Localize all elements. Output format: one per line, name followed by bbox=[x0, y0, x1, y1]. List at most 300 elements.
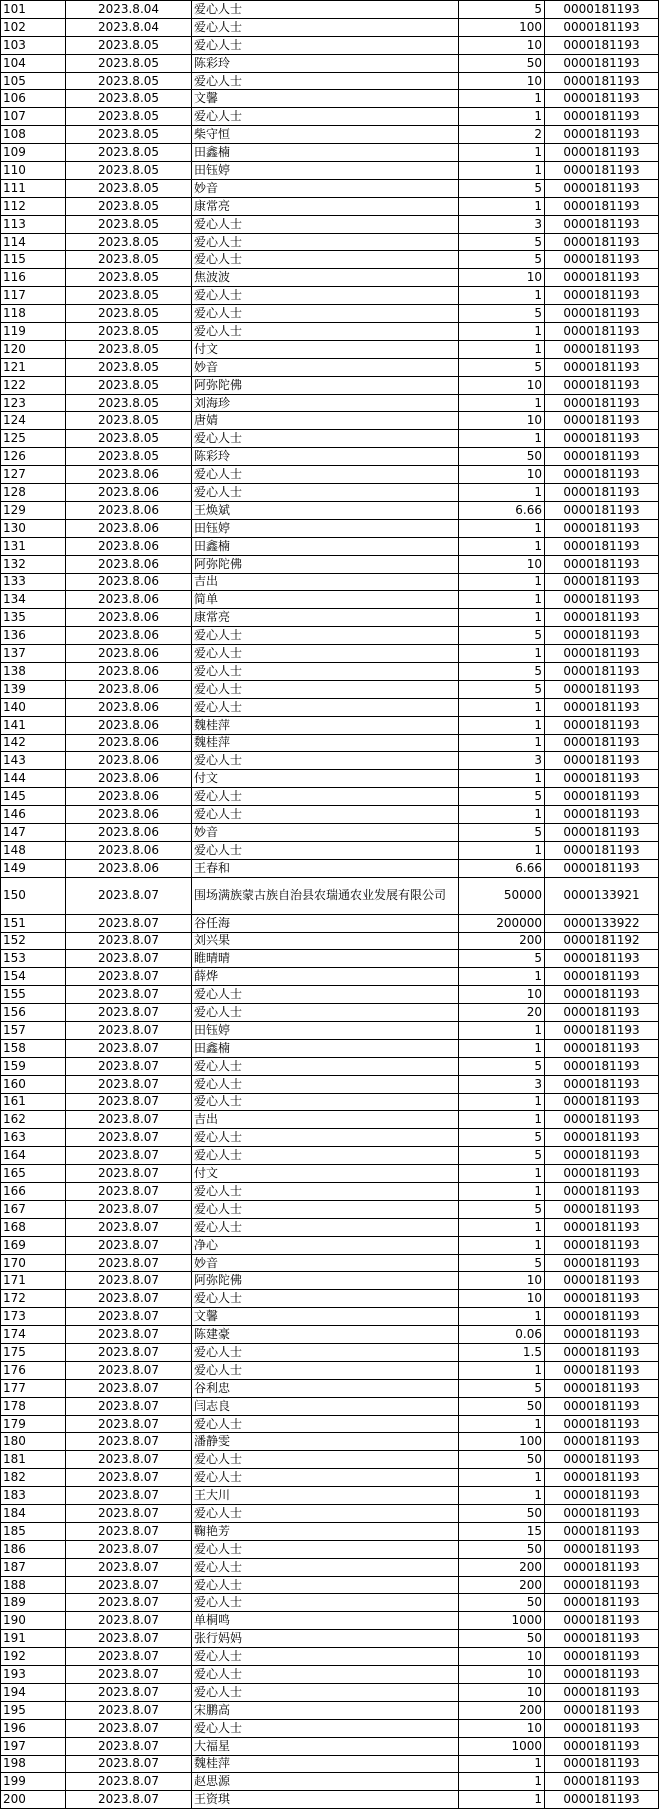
donation-date: 2023.8.05 bbox=[66, 233, 192, 251]
donation-amount: 10 bbox=[459, 986, 545, 1004]
donor-name: 康常亮 bbox=[192, 197, 459, 215]
donation-date: 2023.8.07 bbox=[66, 1701, 192, 1719]
donor-name: 王大川 bbox=[192, 1487, 459, 1505]
donor-name: 妙音 bbox=[192, 823, 459, 841]
donor-name: 爱心人士 bbox=[192, 752, 459, 770]
row-number: 165 bbox=[1, 1165, 66, 1183]
donation-amount: 1 bbox=[459, 591, 545, 609]
table-row bbox=[1, 1737, 659, 1755]
table-row bbox=[1, 950, 659, 968]
donor-name: 付文 bbox=[192, 1165, 459, 1183]
donor-name: 阿弥陀佛 bbox=[192, 555, 459, 573]
donation-amount: 100 bbox=[459, 18, 545, 36]
table-row bbox=[1, 1683, 659, 1701]
table-row bbox=[1, 1415, 659, 1433]
donation-date: 2023.8.07 bbox=[66, 1505, 192, 1523]
table-row bbox=[1, 1, 659, 19]
account-number: 0000181193 bbox=[545, 770, 659, 788]
account-number: 0000181193 bbox=[545, 323, 659, 341]
donation-amount: 1 bbox=[459, 340, 545, 358]
account-number: 0000181193 bbox=[545, 1254, 659, 1272]
donor-name: 大福星 bbox=[192, 1737, 459, 1755]
donation-date: 2023.8.07 bbox=[66, 1147, 192, 1165]
donation-date: 2023.8.05 bbox=[66, 448, 192, 466]
donation-amount: 1 bbox=[459, 162, 545, 180]
account-number: 0000133922 bbox=[545, 914, 659, 932]
table-row bbox=[1, 1093, 659, 1111]
donation-amount: 10 bbox=[459, 1648, 545, 1666]
donor-name: 付文 bbox=[192, 770, 459, 788]
donation-date: 2023.8.07 bbox=[66, 1379, 192, 1397]
account-number: 0000181193 bbox=[545, 162, 659, 180]
account-number: 0000181193 bbox=[545, 466, 659, 484]
donation-amount: 10 bbox=[459, 72, 545, 90]
donation-amount: 10 bbox=[459, 555, 545, 573]
account-number: 0000181193 bbox=[545, 1218, 659, 1236]
table-row bbox=[1, 627, 659, 645]
donation-amount: 5 bbox=[459, 662, 545, 680]
row-number: 185 bbox=[1, 1522, 66, 1540]
donation-amount: 1 bbox=[459, 1218, 545, 1236]
account-number: 0000181193 bbox=[545, 806, 659, 824]
donation-date: 2023.8.05 bbox=[66, 430, 192, 448]
donor-name: 爱心人士 bbox=[192, 1004, 459, 1022]
donation-amount: 1 bbox=[459, 1165, 545, 1183]
table-row bbox=[1, 1075, 659, 1093]
row-number: 116 bbox=[1, 269, 66, 287]
table-row bbox=[1, 1397, 659, 1415]
donation-amount: 1 bbox=[459, 1039, 545, 1057]
account-number: 0000181193 bbox=[545, 1701, 659, 1719]
table-row bbox=[1, 770, 659, 788]
donation-date: 2023.8.05 bbox=[66, 144, 192, 162]
account-number: 0000181193 bbox=[545, 1236, 659, 1254]
donor-name: 付文 bbox=[192, 340, 459, 358]
table-row bbox=[1, 1576, 659, 1594]
donation-date: 2023.8.04 bbox=[66, 1, 192, 19]
donation-amount: 10 bbox=[459, 1290, 545, 1308]
row-number: 173 bbox=[1, 1308, 66, 1326]
row-number: 195 bbox=[1, 1701, 66, 1719]
row-number: 166 bbox=[1, 1183, 66, 1201]
donation-date: 2023.8.05 bbox=[66, 215, 192, 233]
account-number: 0000181193 bbox=[545, 1361, 659, 1379]
donation-amount: 200000 bbox=[459, 914, 545, 932]
account-number: 0000181193 bbox=[545, 376, 659, 394]
row-number: 174 bbox=[1, 1326, 66, 1344]
donation-amount: 50 bbox=[459, 1630, 545, 1648]
donation-date: 2023.8.07 bbox=[66, 1200, 192, 1218]
table-row bbox=[1, 269, 659, 287]
donation-date: 2023.8.05 bbox=[66, 108, 192, 126]
donor-name: 爱心人士 bbox=[192, 1540, 459, 1558]
donation-amount: 50 bbox=[459, 1505, 545, 1523]
donor-name: 睢晴晴 bbox=[192, 950, 459, 968]
donation-amount: 10 bbox=[459, 376, 545, 394]
account-number: 0000181193 bbox=[545, 484, 659, 502]
donation-amount: 5 bbox=[459, 1057, 545, 1075]
account-number: 0000181193 bbox=[545, 448, 659, 466]
account-number: 0000181193 bbox=[545, 1737, 659, 1755]
table-row bbox=[1, 1004, 659, 1022]
account-number: 0000181193 bbox=[545, 54, 659, 72]
account-number: 0000181193 bbox=[545, 1379, 659, 1397]
donor-name: 爱心人士 bbox=[192, 1200, 459, 1218]
row-number: 171 bbox=[1, 1272, 66, 1290]
account-number: 0000181193 bbox=[545, 950, 659, 968]
row-number: 154 bbox=[1, 968, 66, 986]
row-number: 188 bbox=[1, 1576, 66, 1594]
table-row bbox=[1, 1326, 659, 1344]
donation-date: 2023.8.07 bbox=[66, 1004, 192, 1022]
table-row bbox=[1, 788, 659, 806]
table-row bbox=[1, 1666, 659, 1684]
table-row bbox=[1, 1791, 659, 1809]
table-row bbox=[1, 1719, 659, 1737]
donation-date: 2023.8.05 bbox=[66, 323, 192, 341]
table-row bbox=[1, 591, 659, 609]
donation-amount: 5 bbox=[459, 680, 545, 698]
table-row bbox=[1, 680, 659, 698]
donor-name: 爱心人士 bbox=[192, 1075, 459, 1093]
table-row bbox=[1, 233, 659, 251]
table-row bbox=[1, 1057, 659, 1075]
donation-amount: 1 bbox=[459, 1469, 545, 1487]
table-row bbox=[1, 1522, 659, 1540]
donation-date: 2023.8.07 bbox=[66, 1165, 192, 1183]
table-row bbox=[1, 179, 659, 197]
account-number: 0000181193 bbox=[545, 1111, 659, 1129]
donor-name: 爱心人士 bbox=[192, 1505, 459, 1523]
donation-date: 2023.8.07 bbox=[66, 1057, 192, 1075]
donor-name: 妙音 bbox=[192, 179, 459, 197]
donation-date: 2023.8.07 bbox=[66, 877, 192, 914]
table-row bbox=[1, 1433, 659, 1451]
donor-name: 爱心人士 bbox=[192, 1, 459, 19]
donation-date: 2023.8.07 bbox=[66, 1487, 192, 1505]
table-row bbox=[1, 466, 659, 484]
donation-amount: 1.5 bbox=[459, 1344, 545, 1362]
donation-amount: 10 bbox=[459, 1666, 545, 1684]
donor-name: 爱心人士 bbox=[192, 1093, 459, 1111]
row-number: 170 bbox=[1, 1254, 66, 1272]
donation-amount: 10 bbox=[459, 1272, 545, 1290]
donor-name: 爱心人士 bbox=[192, 645, 459, 663]
row-number: 161 bbox=[1, 1093, 66, 1111]
donor-name: 田钰婷 bbox=[192, 519, 459, 537]
table-row bbox=[1, 968, 659, 986]
account-number: 0000181193 bbox=[545, 251, 659, 269]
donor-name: 爱心人士 bbox=[192, 36, 459, 54]
account-number: 0000181193 bbox=[545, 716, 659, 734]
table-row bbox=[1, 251, 659, 269]
table-row bbox=[1, 18, 659, 36]
account-number: 0000181193 bbox=[545, 1147, 659, 1165]
account-number: 0000181193 bbox=[545, 573, 659, 591]
account-number: 0000181193 bbox=[545, 1183, 659, 1201]
table-row bbox=[1, 1236, 659, 1254]
donation-amount: 10 bbox=[459, 1683, 545, 1701]
account-number: 0000181193 bbox=[545, 1683, 659, 1701]
donation-amount: 1 bbox=[459, 323, 545, 341]
account-number: 0000181193 bbox=[545, 986, 659, 1004]
donation-date: 2023.8.05 bbox=[66, 72, 192, 90]
table-row bbox=[1, 1129, 659, 1147]
donation-date: 2023.8.05 bbox=[66, 251, 192, 269]
donation-date: 2023.8.06 bbox=[66, 519, 192, 537]
donation-amount: 5 bbox=[459, 1147, 545, 1165]
donor-name: 妙音 bbox=[192, 1254, 459, 1272]
account-number: 0000181193 bbox=[545, 1540, 659, 1558]
donor-name: 爱心人士 bbox=[192, 841, 459, 859]
table-row bbox=[1, 1344, 659, 1362]
row-number: 110 bbox=[1, 162, 66, 180]
row-number: 192 bbox=[1, 1648, 66, 1666]
table-row bbox=[1, 1147, 659, 1165]
donor-name: 吉出 bbox=[192, 573, 459, 591]
donation-amount: 5 bbox=[459, 1379, 545, 1397]
donation-date: 2023.8.05 bbox=[66, 36, 192, 54]
row-number: 133 bbox=[1, 573, 66, 591]
donation-date: 2023.8.04 bbox=[66, 18, 192, 36]
donation-amount: 1 bbox=[459, 770, 545, 788]
donation-amount: 200 bbox=[459, 1701, 545, 1719]
donation-amount: 1 bbox=[459, 716, 545, 734]
donor-name: 爱心人士 bbox=[192, 1666, 459, 1684]
donor-name: 魏桂萍 bbox=[192, 1755, 459, 1773]
account-number: 0000181193 bbox=[545, 1469, 659, 1487]
row-number: 140 bbox=[1, 698, 66, 716]
donor-name: 王春和 bbox=[192, 859, 459, 877]
donation-date: 2023.8.05 bbox=[66, 376, 192, 394]
donation-date: 2023.8.07 bbox=[66, 1612, 192, 1630]
row-number: 143 bbox=[1, 752, 66, 770]
account-number: 0000181193 bbox=[545, 1719, 659, 1737]
donation-date: 2023.8.05 bbox=[66, 162, 192, 180]
row-number: 102 bbox=[1, 18, 66, 36]
table-row bbox=[1, 144, 659, 162]
account-number: 0000181193 bbox=[545, 1, 659, 19]
table-row bbox=[1, 823, 659, 841]
account-number: 0000181193 bbox=[545, 1415, 659, 1433]
account-number: 0000181193 bbox=[545, 90, 659, 108]
donation-amount: 1 bbox=[459, 430, 545, 448]
donor-name: 爱心人士 bbox=[192, 72, 459, 90]
account-number: 0000181193 bbox=[545, 269, 659, 287]
donation-amount: 3 bbox=[459, 215, 545, 233]
account-number: 0000181193 bbox=[545, 179, 659, 197]
row-number: 101 bbox=[1, 1, 66, 19]
table-row bbox=[1, 376, 659, 394]
row-number: 117 bbox=[1, 287, 66, 305]
row-number: 151 bbox=[1, 914, 66, 932]
donor-name: 刘海珍 bbox=[192, 394, 459, 412]
row-number: 193 bbox=[1, 1666, 66, 1684]
row-number: 129 bbox=[1, 501, 66, 519]
donation-amount: 200 bbox=[459, 1558, 545, 1576]
donation-amount: 10 bbox=[459, 269, 545, 287]
table-row bbox=[1, 1630, 659, 1648]
donation-amount: 50 bbox=[459, 1594, 545, 1612]
donation-amount: 10 bbox=[459, 412, 545, 430]
donation-amount: 5 bbox=[459, 627, 545, 645]
row-number: 190 bbox=[1, 1612, 66, 1630]
account-number: 0000181193 bbox=[545, 1451, 659, 1469]
donor-name: 爱心人士 bbox=[192, 287, 459, 305]
donor-name: 爱心人士 bbox=[192, 466, 459, 484]
donation-date: 2023.8.07 bbox=[66, 1021, 192, 1039]
row-number: 175 bbox=[1, 1344, 66, 1362]
donation-date: 2023.8.06 bbox=[66, 466, 192, 484]
account-number: 0000181193 bbox=[545, 1039, 659, 1057]
row-number: 180 bbox=[1, 1433, 66, 1451]
donation-amount: 5 bbox=[459, 305, 545, 323]
donation-date: 2023.8.07 bbox=[66, 1111, 192, 1129]
account-number: 0000181193 bbox=[545, 1004, 659, 1022]
donation-amount: 1 bbox=[459, 841, 545, 859]
donor-name: 爱心人士 bbox=[192, 698, 459, 716]
table-row bbox=[1, 752, 659, 770]
row-number: 113 bbox=[1, 215, 66, 233]
account-number: 0000181193 bbox=[545, 662, 659, 680]
table-row bbox=[1, 698, 659, 716]
donation-amount: 0.06 bbox=[459, 1326, 545, 1344]
donation-date: 2023.8.07 bbox=[66, 1719, 192, 1737]
donation-amount: 1 bbox=[459, 1093, 545, 1111]
row-number: 112 bbox=[1, 197, 66, 215]
account-number: 0000181192 bbox=[545, 932, 659, 950]
table-row bbox=[1, 1272, 659, 1290]
donation-date: 2023.8.05 bbox=[66, 305, 192, 323]
table-row bbox=[1, 108, 659, 126]
row-number: 182 bbox=[1, 1469, 66, 1487]
account-number: 0000181193 bbox=[545, 591, 659, 609]
donation-amount: 1 bbox=[459, 144, 545, 162]
row-number: 121 bbox=[1, 358, 66, 376]
table-row bbox=[1, 1755, 659, 1773]
table-row bbox=[1, 1451, 659, 1469]
donor-name: 爱心人士 bbox=[192, 251, 459, 269]
donation-date: 2023.8.07 bbox=[66, 968, 192, 986]
donor-name: 唐婧 bbox=[192, 412, 459, 430]
donor-name: 田钰婷 bbox=[192, 162, 459, 180]
donor-name: 闫志良 bbox=[192, 1397, 459, 1415]
row-number: 144 bbox=[1, 770, 66, 788]
donor-name: 王焕斌 bbox=[192, 501, 459, 519]
donation-date: 2023.8.07 bbox=[66, 1433, 192, 1451]
donation-date: 2023.8.07 bbox=[66, 1308, 192, 1326]
table-row bbox=[1, 573, 659, 591]
donation-date: 2023.8.07 bbox=[66, 1093, 192, 1111]
donor-name: 爱心人士 bbox=[192, 1558, 459, 1576]
table-row bbox=[1, 1183, 659, 1201]
account-number: 0000181193 bbox=[545, 841, 659, 859]
donation-amount: 10 bbox=[459, 466, 545, 484]
table-row bbox=[1, 1165, 659, 1183]
donation-table-body bbox=[1, 1, 659, 1809]
row-number: 114 bbox=[1, 233, 66, 251]
donation-amount: 1000 bbox=[459, 1612, 545, 1630]
row-number: 132 bbox=[1, 555, 66, 573]
account-number: 0000181193 bbox=[545, 1630, 659, 1648]
row-number: 139 bbox=[1, 680, 66, 698]
donation-date: 2023.8.06 bbox=[66, 573, 192, 591]
donor-name: 爱心人士 bbox=[192, 1361, 459, 1379]
account-number: 0000181193 bbox=[545, 126, 659, 144]
donor-name: 陈彩玲 bbox=[192, 448, 459, 466]
donor-name: 围场满族蒙古族自治县农瑞通农业发展有限公司 bbox=[192, 877, 459, 914]
row-number: 105 bbox=[1, 72, 66, 90]
row-number: 119 bbox=[1, 323, 66, 341]
row-number: 123 bbox=[1, 394, 66, 412]
donation-amount: 50 bbox=[459, 1540, 545, 1558]
account-number: 0000133921 bbox=[545, 877, 659, 914]
table-row bbox=[1, 412, 659, 430]
donation-amount: 10 bbox=[459, 1719, 545, 1737]
donation-date: 2023.8.05 bbox=[66, 412, 192, 430]
donation-date: 2023.8.06 bbox=[66, 645, 192, 663]
account-number: 0000181193 bbox=[545, 645, 659, 663]
donation-amount: 1 bbox=[459, 90, 545, 108]
donation-amount: 50 bbox=[459, 1451, 545, 1469]
donor-name: 文馨 bbox=[192, 90, 459, 108]
donor-name: 陈彩玲 bbox=[192, 54, 459, 72]
account-number: 0000181193 bbox=[545, 430, 659, 448]
donation-amount: 3 bbox=[459, 752, 545, 770]
donation-amount: 1 bbox=[459, 968, 545, 986]
account-number: 0000181193 bbox=[545, 1773, 659, 1791]
account-number: 0000181193 bbox=[545, 197, 659, 215]
donation-amount: 1 bbox=[459, 1021, 545, 1039]
donor-name: 爱心人士 bbox=[192, 215, 459, 233]
donation-amount: 6.66 bbox=[459, 859, 545, 877]
table-row bbox=[1, 484, 659, 502]
donation-date: 2023.8.07 bbox=[66, 1344, 192, 1362]
row-number: 130 bbox=[1, 519, 66, 537]
account-number: 0000181193 bbox=[545, 788, 659, 806]
table-row bbox=[1, 1648, 659, 1666]
account-number: 0000181193 bbox=[545, 1057, 659, 1075]
table-row bbox=[1, 305, 659, 323]
row-number: 150 bbox=[1, 877, 66, 914]
donation-amount: 1 bbox=[459, 519, 545, 537]
donor-name: 爱心人士 bbox=[192, 1469, 459, 1487]
account-number: 0000181193 bbox=[545, 340, 659, 358]
table-row bbox=[1, 1039, 659, 1057]
account-number: 0000181193 bbox=[545, 412, 659, 430]
row-number: 138 bbox=[1, 662, 66, 680]
account-number: 0000181193 bbox=[545, 1075, 659, 1093]
donation-amount: 1 bbox=[459, 537, 545, 555]
donor-name: 谷利忠 bbox=[192, 1379, 459, 1397]
donation-date: 2023.8.06 bbox=[66, 627, 192, 645]
row-number: 141 bbox=[1, 716, 66, 734]
donation-date: 2023.8.05 bbox=[66, 394, 192, 412]
donation-amount: 1 bbox=[459, 1487, 545, 1505]
table-row bbox=[1, 358, 659, 376]
donation-amount: 5 bbox=[459, 788, 545, 806]
donation-date: 2023.8.07 bbox=[66, 1218, 192, 1236]
donation-amount: 50000 bbox=[459, 877, 545, 914]
account-number: 0000181193 bbox=[545, 1505, 659, 1523]
donor-name: 文馨 bbox=[192, 1308, 459, 1326]
donation-amount: 5 bbox=[459, 358, 545, 376]
account-number: 0000181193 bbox=[545, 1344, 659, 1362]
row-number: 131 bbox=[1, 537, 66, 555]
donor-name: 阿弥陀佛 bbox=[192, 1272, 459, 1290]
table-row bbox=[1, 806, 659, 824]
donation-amount: 1 bbox=[459, 645, 545, 663]
